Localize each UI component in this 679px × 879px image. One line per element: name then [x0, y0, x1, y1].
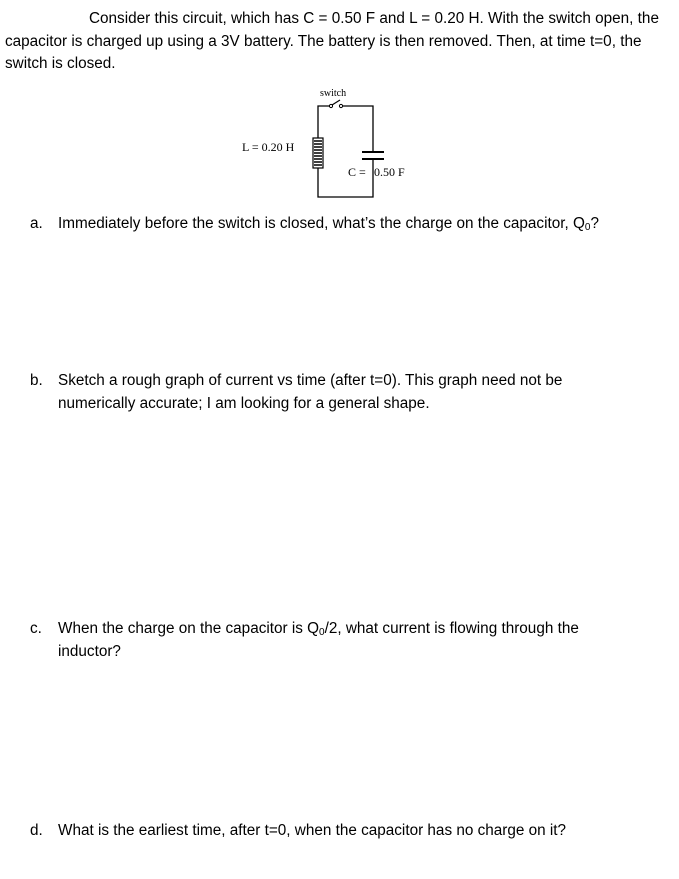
question-d-text: What is the earliest time, after t=0, when the capacitor has no charge on it?	[58, 822, 567, 839]
intro-paragraph: Consider this circuit, which has C = 0.50 F and L = 0.20 H. With the switch open, the capacitor is charged up using a 3V battery. The battery is then removed. Then, at time t=0, the switch is closed.	[5, 10, 659, 72]
question-a-letter: a.	[30, 215, 43, 232]
lc-circuit-diagram	[236, 84, 426, 204]
question-b-letter: b.	[30, 372, 43, 389]
question-a-text: Immediately before the switch is closed, what’s the charge on the capacitor, $Q_0$?	[58, 215, 599, 233]
capacitor-value: 0.50 F	[374, 165, 405, 179]
wire-top-left	[318, 106, 330, 138]
wire-top-right	[343, 106, 373, 152]
capacitor-label-prefix: C =	[348, 165, 366, 179]
switch-blade	[332, 100, 340, 105]
question-d-letter: d.	[30, 822, 43, 839]
inductor-coil	[313, 138, 323, 168]
inductor-label: L = 0.20 H	[242, 140, 295, 154]
question-b-text: Sketch a rough graph of current vs time (after t=0). This graph need not be numerically accurate; I am looking for a general shape.	[58, 372, 563, 412]
question-c-letter: c.	[30, 620, 42, 637]
switch-contact-right	[339, 104, 342, 107]
switch-label: switch	[320, 88, 347, 99]
question-c-text: When the charge on the capacitor is $Q_0/2$, what current is flowing through the inductor?	[58, 620, 579, 660]
